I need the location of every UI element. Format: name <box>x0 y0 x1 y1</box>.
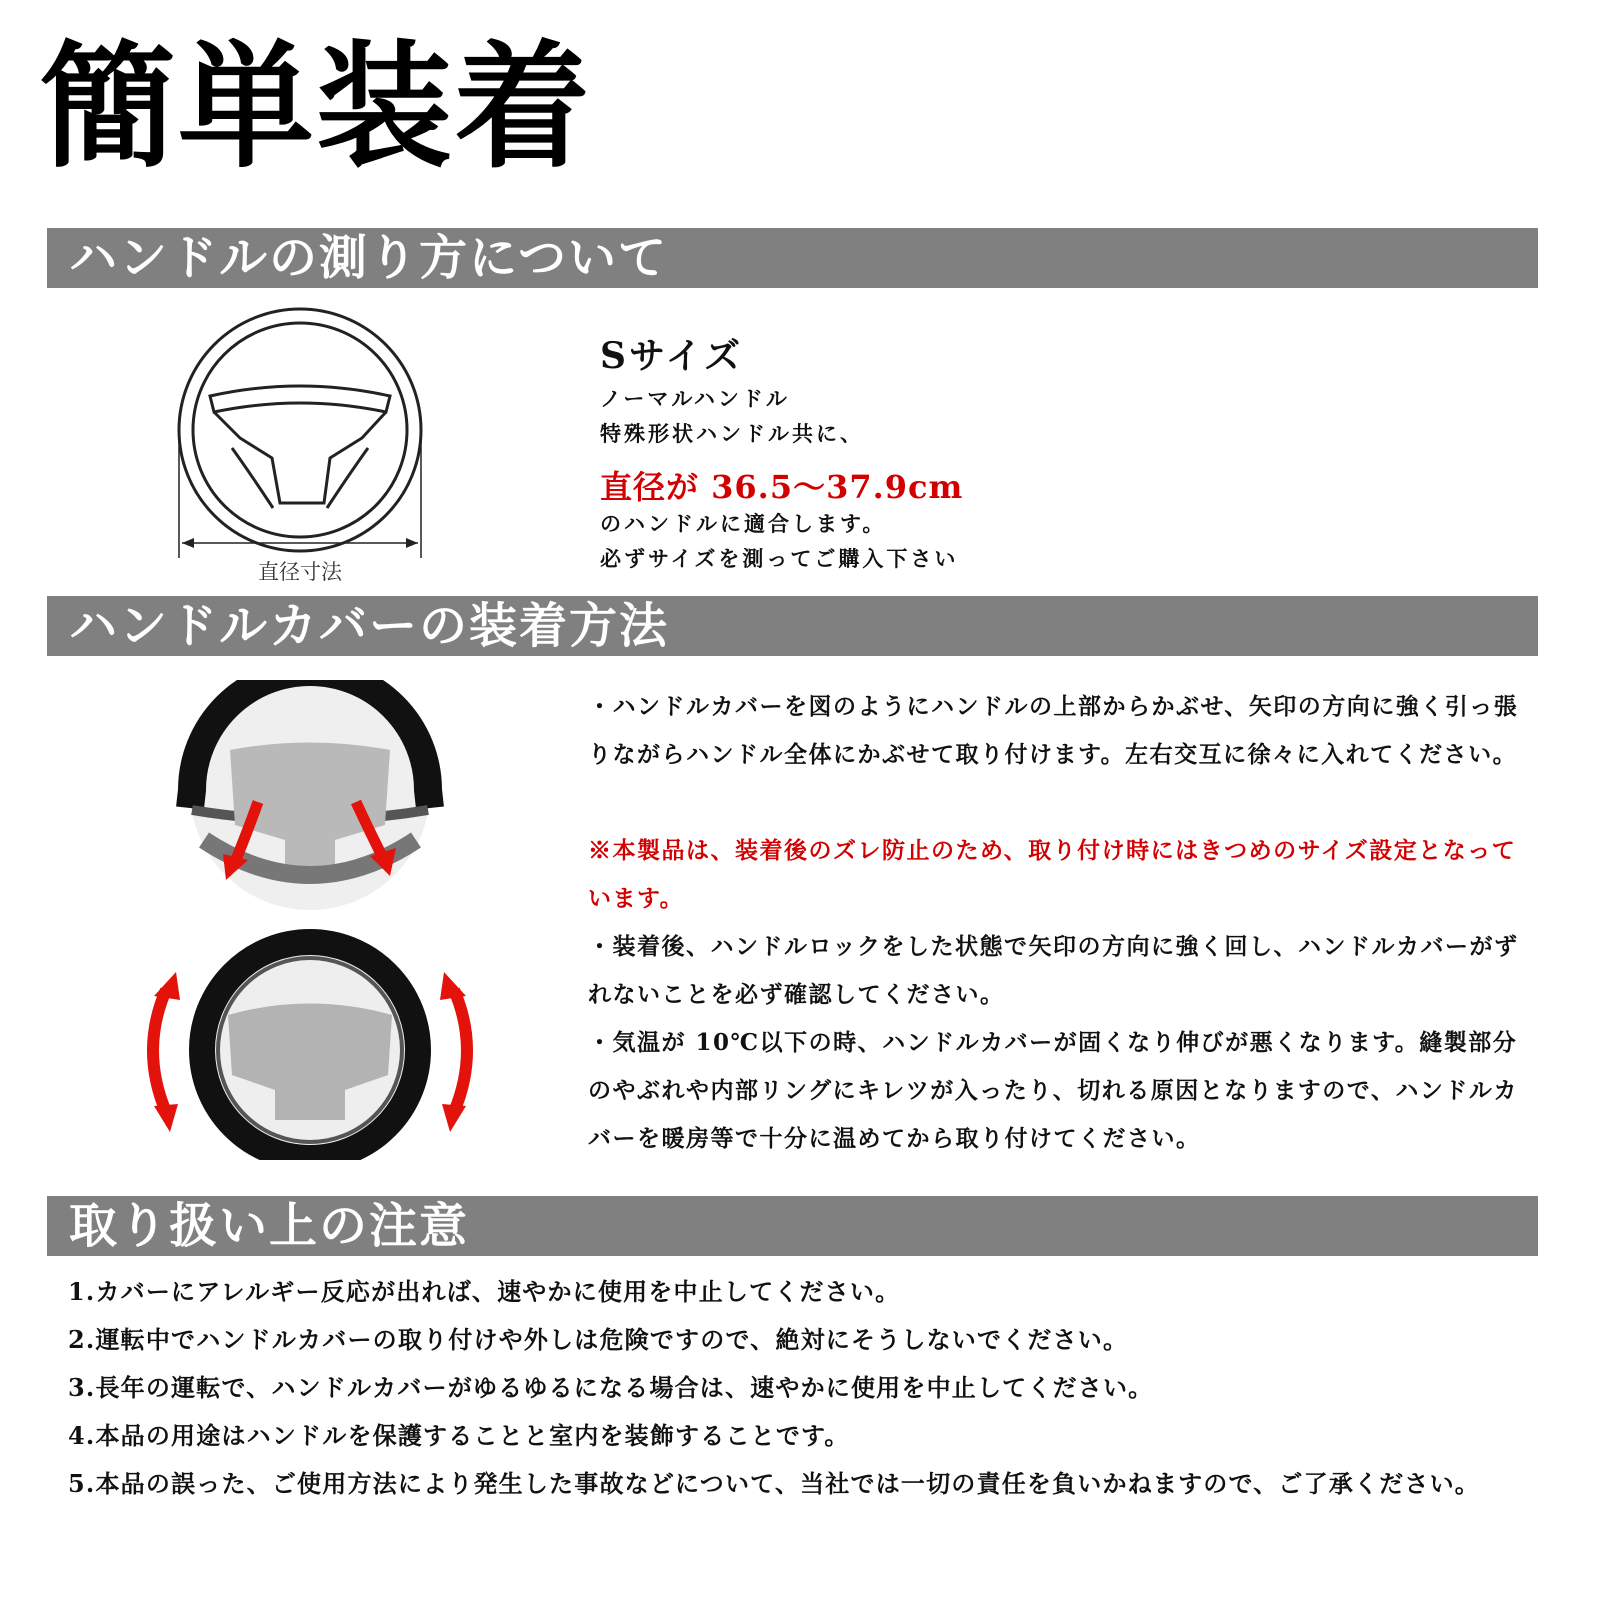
section-header-measure <box>47 228 1538 288</box>
caution-item: 4.本品の用途はハンドルを保護することと室内を装飾することです。 <box>68 1421 850 1450</box>
caution-list <box>68 1268 1548 1508</box>
caution-item: 3.長年の運転で、ハンドルカバーがゆるゆるになる場合は、速やかに使用を中止してください。 <box>68 1373 1154 1402</box>
section-header-cautions <box>47 1196 1538 1256</box>
size-title: Sサイズ <box>600 335 744 377</box>
size-line-1: ノーマルハンドル <box>600 386 790 411</box>
size-line-2: 特殊形状ハンドル共に、 <box>600 421 864 446</box>
section-heading: ハンドルの測り方について <box>69 230 669 286</box>
caution-item: 2.運転中でハンドルカバーの取り付けや外しは危険ですので、絶対にそうしないでください。 <box>68 1325 1129 1354</box>
caution-item: 1.カバーにアレルギー反応が出れば、速やかに使用を中止してください。 <box>68 1277 901 1306</box>
caution-item: 5.本品の誤った、ご使用方法により発生した事故などについて、当社では一切の責任を負いかねますので、ご了承ください。 <box>68 1469 1481 1498</box>
size-line-4: 必ずサイズを測ってご購入下さい <box>600 546 959 571</box>
diameter-label: 直径寸法 <box>258 560 342 584</box>
section-header-install <box>47 596 1538 656</box>
steering-wheel-diagram <box>170 298 430 598</box>
install-paragraph-1: ・ハンドルカバーを図のようにハンドルの上部からかぶせ、矢印の方向に強く引っ張りながらハンドル全体にかぶせて取り付けます。左右交互に徐々に入れてください。 <box>588 693 1519 768</box>
diameter-text: 直径が 36.5〜37.9cm <box>600 468 964 506</box>
wheel-pull-image <box>190 680 430 910</box>
page-title: 簡単装着 <box>40 29 592 187</box>
size-line-3: のハンドルに適合します。 <box>600 511 887 536</box>
install-paragraph-3: ・気温が 10℃以下の時、ハンドルカバーが固くなり伸びが悪くなります。縫製部分のやぶれや内部リングにキレツが入ったり、切れる原因となりますので、ハンドルカバーを暖房等で十分に温めてから取り付けてください。 <box>588 1029 1518 1152</box>
install-illustration <box>120 680 500 1160</box>
section-heading: 取り扱い上の注意 <box>69 1198 470 1254</box>
wheel-rotate-image <box>153 942 467 1158</box>
install-paragraph-2: ・装着後、ハンドルロックをした状態で矢印の方向に強く回し、ハンドルカバーがずれないことを必ず確認してください。 <box>588 933 1519 1008</box>
section-heading: ハンドルカバーの装着方法 <box>69 598 670 654</box>
install-warning: ※本製品は、装着後のズレ防止のため、取り付け時にはきつめのサイズ設定となっています。 <box>588 837 1517 912</box>
